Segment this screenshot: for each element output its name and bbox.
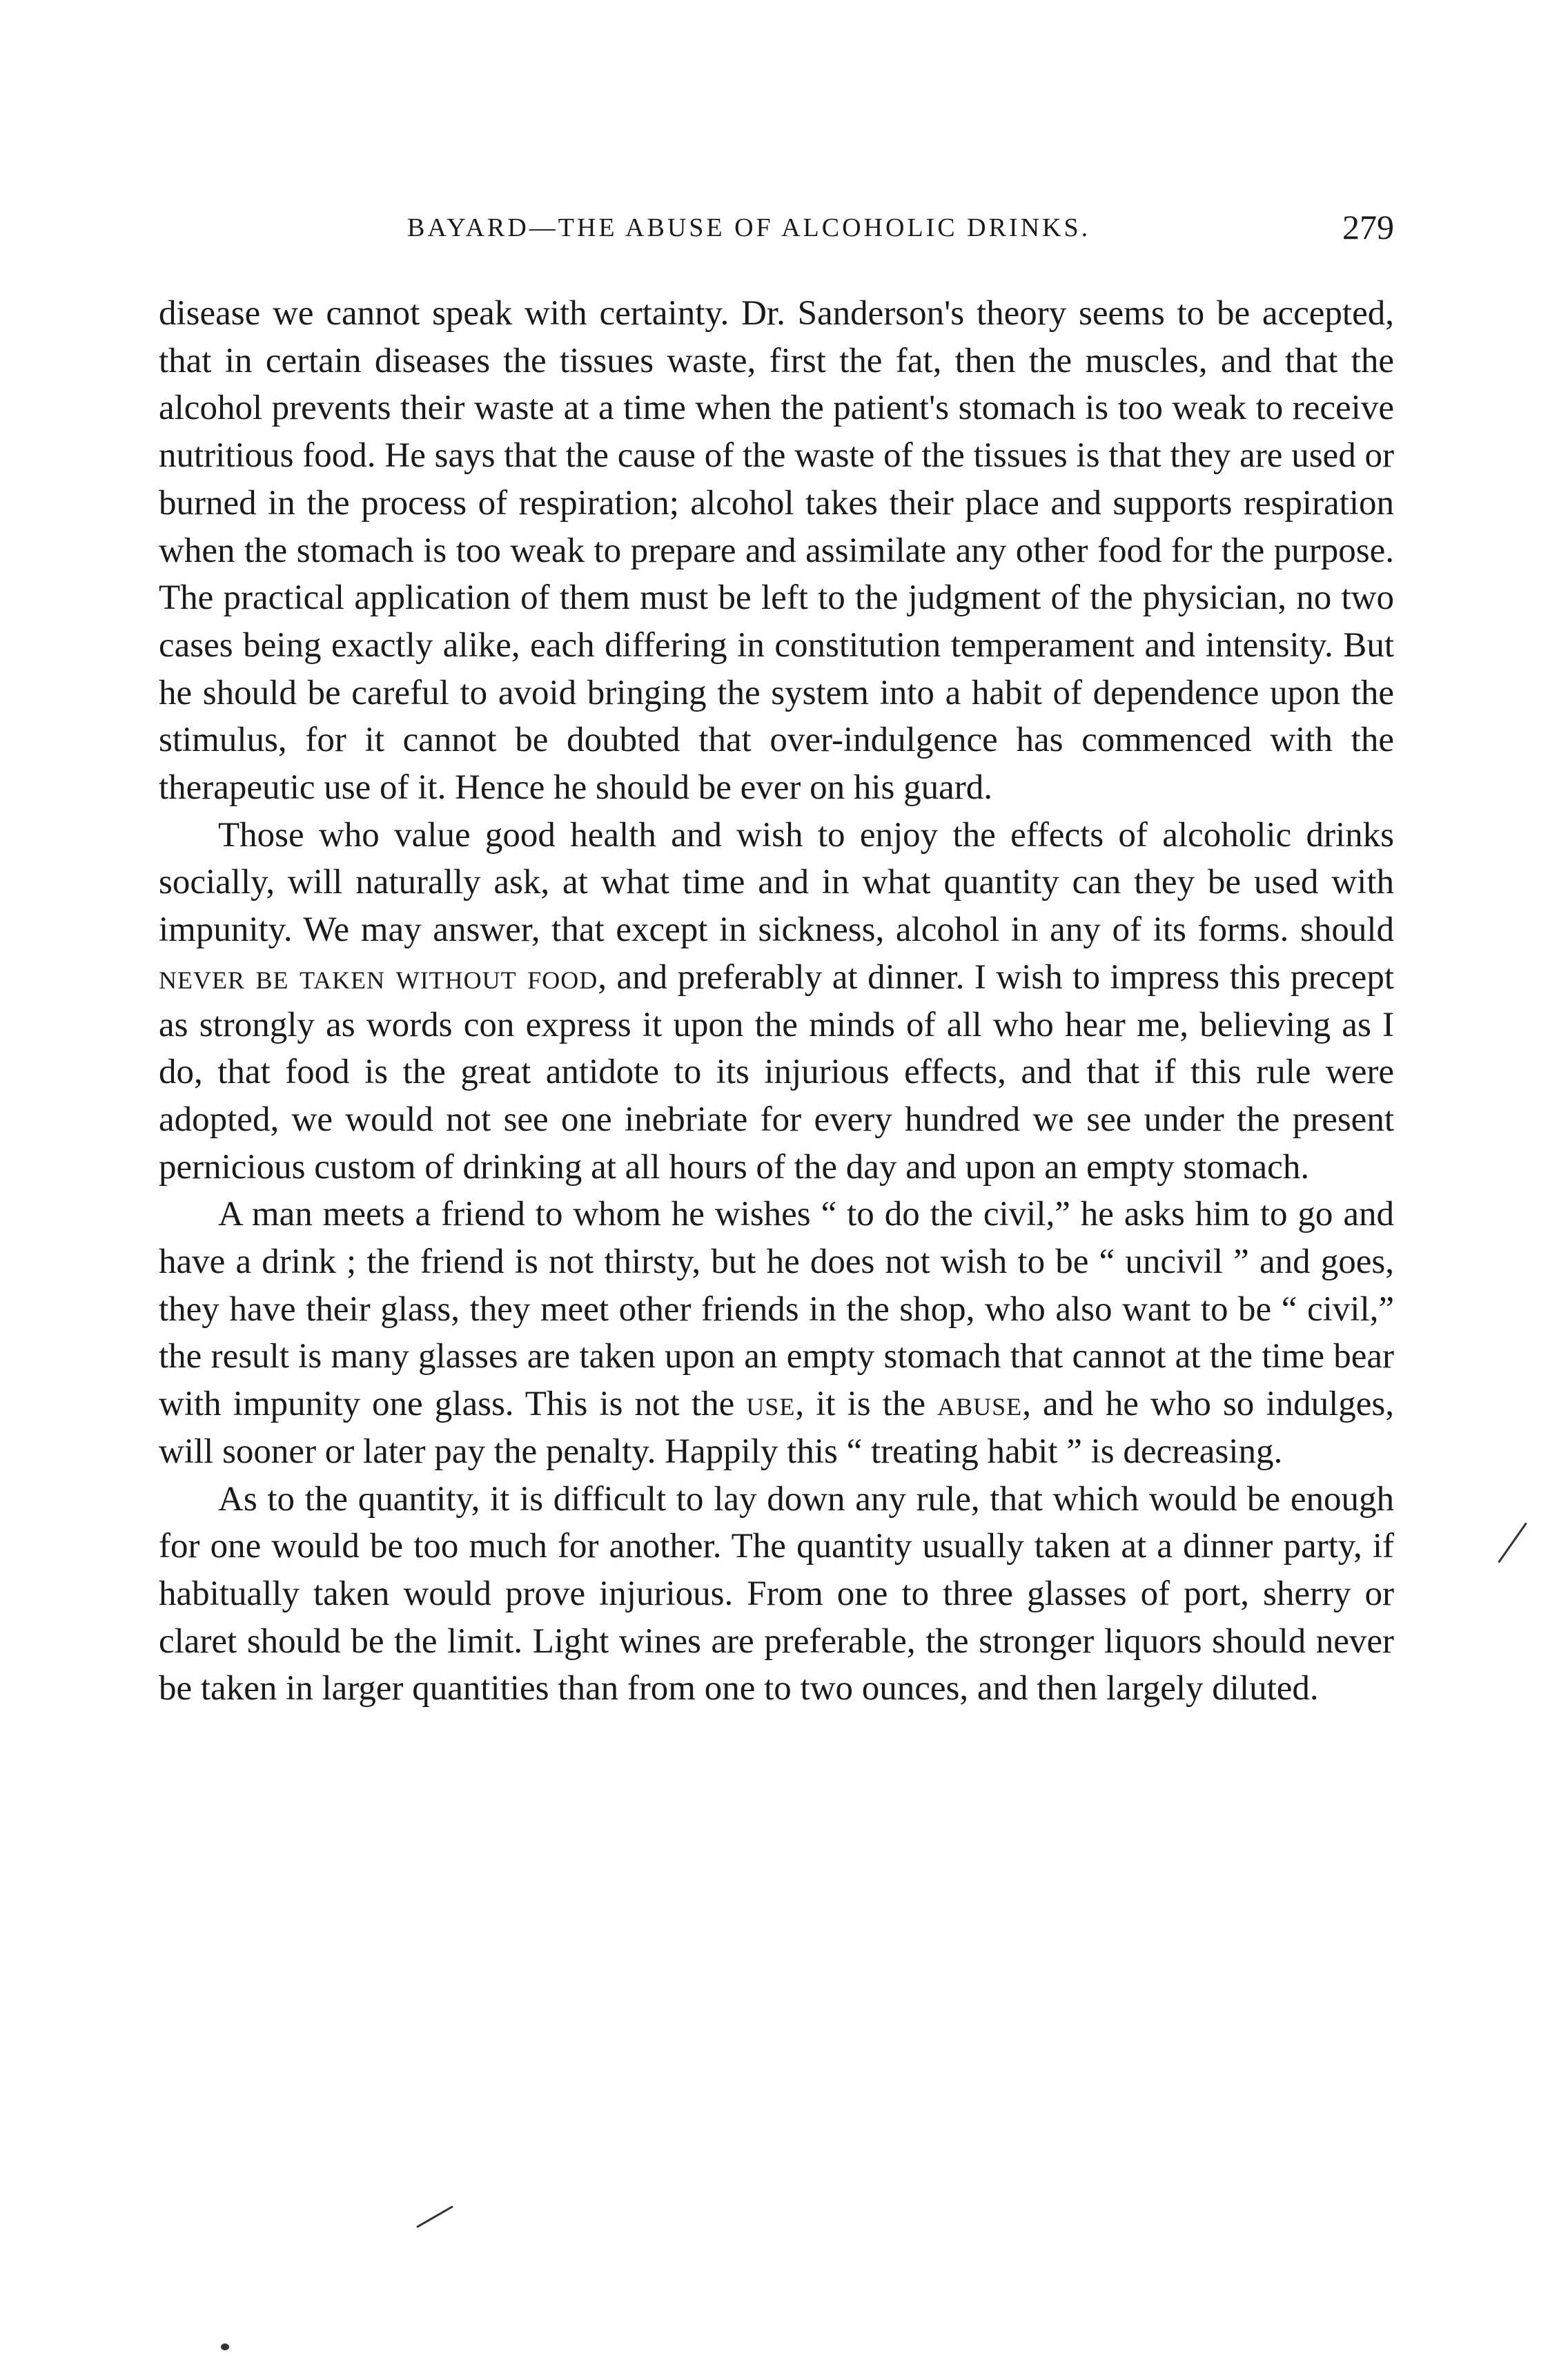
paragraph-3-part-2: , it is the [795,1385,938,1424]
margin-stroke [1498,1522,1527,1563]
paragraph-2-part-1: Those who value good health and wish to enjoy the effects of alcoholic drinks socially, will naturally ask, at what time and in what quantity can they be used with impunity. We may answer, that except in sickness, alcohol in any of its forms. should [159,815,1394,950]
paragraph-3-abuse-word: abuse [937,1385,1023,1424]
paragraph-4: As to the quantity, it is difficult to lay down any rule, that which would be enough for one would be too much for another. The quantity usually taken at a dinner party, if habitually taken would prove injurious. From one to three glasses of port, sherry or claret should be the limit. Light wines are preferable, the stronger liquors should never be taken in larger quantities than from one to two ounces, and then largely diluted. [159,1479,1394,1708]
body-text [159,290,1394,1713]
paragraph-2 [159,812,1394,1191]
paragraph-2-emphasis: never be taken without food [159,957,598,997]
page-header [159,207,1394,255]
paragraph-3-use-word: use [746,1385,796,1424]
paragraph-2-part-2: , and preferably at dinner. I wish to impress this precept as strongly as words con express it upon the minds of all who hear me, believing as I do, that food is the great antidote to its injurious effects, and that if this rule were adopted, we would not see one inebriate for every hundred we see under the present pernicious custom of drinking at all hours of the day and upon an empty stomach. [159,957,1394,1187]
paragraph-1: disease we cannot speak with certainty. Dr. Sanderson's theory seems to be accepted, that in certain diseases the tissues waste, first the fat, then the muscles, and that the alcohol prevents their waste at a time when the patient's stomach is too weak to receive nutritious food. He says that the cause of the waste of the tissues is that they are used or burned in the process of respiration; alcohol takes their place and supports respiration when the stomach is too weak to prepare and assimilate any other food for the purpose. The practical application of them must be left to the judgment of the physician, no two cases being exactly alike, each differing in constitution temperament and intensity. But he should be careful to avoid bringing the system into a habit of dependence upon the stimulus, for it cannot be doubted that over-indulgence has commenced with the therapeutic use of it. Hence he should be ever on his guard. [159,294,1394,808]
paragraph-3-part-1: A man meets a friend to whom he wishes “ to do the civil,” he asks him to go and have a drink ; the friend is not thirsty, but he does not wish to be “ uncivil ” and goes, they have their glass, they meet other friends in the shop, who also want to be “ civil,” the result is many glasses are taken upon an empty stomach that cannot at the time bear with impunity one glass. This is not the [159,1195,1394,1424]
running-title: BAYARD—THE ABUSE OF ALCOHOLIC DRINKS. [407,213,1091,242]
ink-mark [416,2205,453,2228]
paragraph-3 [159,1191,1394,1475]
paragraph-3-part-3: , and he who so indulges, will sooner or later pay the penalty. Happily this “ treating habit ” is decreasing. [159,1385,1394,1471]
page-number: 279 [1342,208,1394,246]
ink-speck [221,2343,229,2350]
